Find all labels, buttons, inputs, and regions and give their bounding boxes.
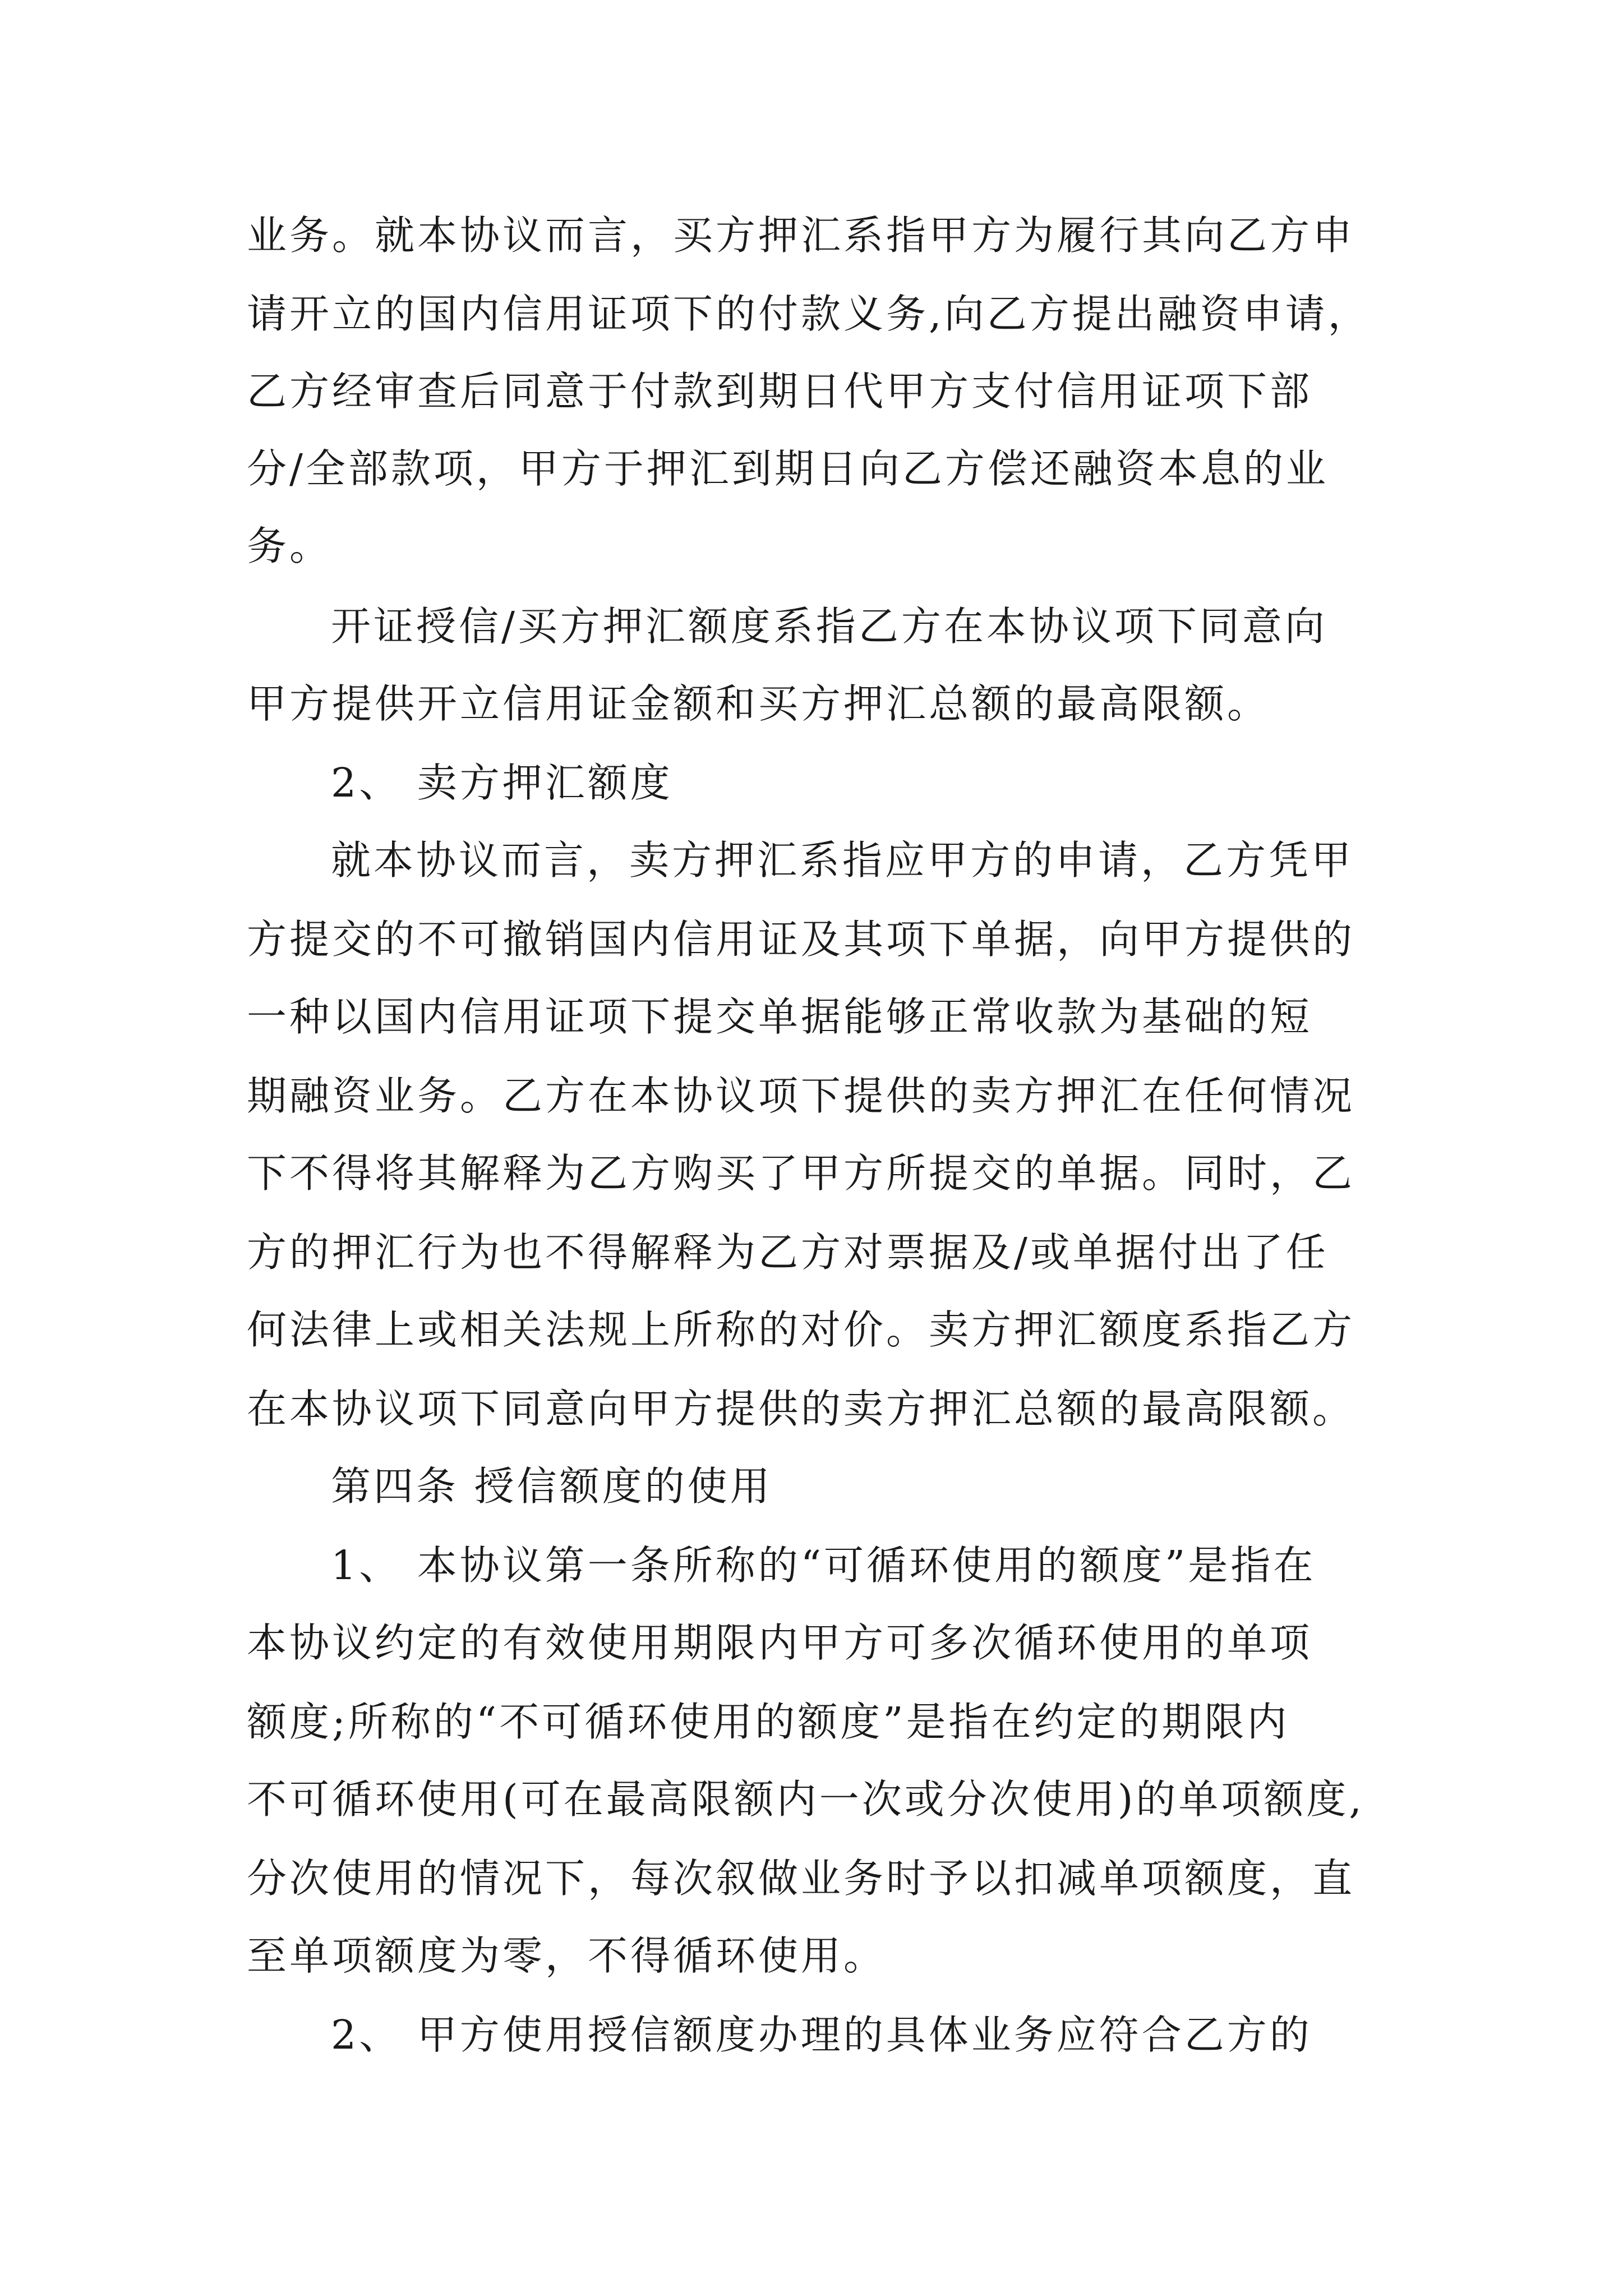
text-line: 就本协议而言，卖方押汇系指应甲方的申请，乙方凭甲: [331, 837, 1354, 884]
text-line: 方的押汇行为也不得解释为乙方对票据及/或单据付出了任: [247, 1229, 1329, 1276]
text-line: 在本协议项下同意向甲方提供的卖方押汇总额的最高限额。: [247, 1386, 1355, 1432]
text-line: 分次使用的情况下，每次叙做业务时予以扣减单项额度，直: [247, 1855, 1355, 1902]
text-line: 请开立的国内信用证项下的付款义务,向乙方提出融资申请，: [247, 291, 1371, 337]
text-line: 下不得将其解释为乙方购买了甲方所提交的单据。同时，乙: [247, 1150, 1355, 1197]
text-line: 本协议约定的有效使用期限内甲方可多次循环使用的单项: [247, 1619, 1313, 1666]
text-line: 业务。就本协议而言，买方押汇系指甲方为履行其向乙方申: [247, 212, 1355, 259]
text-line: 期融资业务。乙方在本协议项下提供的卖方押汇在任何情况: [247, 1073, 1355, 1119]
text-line: 分/全部款项，甲方于押汇到期日向乙方偿还融资本息的业: [247, 445, 1329, 492]
section-heading: 第四条 授信额度的使用: [331, 1463, 773, 1510]
text-line: 开证授信/买方押汇额度系指乙方在本协议项下同意向: [331, 603, 1327, 650]
text-line: 1、 本协议第一条所称的“可循环使用的额度”是指在: [331, 1542, 1316, 1589]
text-line: 至单项额度为零，不得循环使用。: [247, 1932, 887, 1979]
text-line: 方提交的不可撤销国内信用证及其项下单据，向甲方提供的: [247, 916, 1355, 963]
text-line: 甲方提供开立信用证金额和买方押汇总额的最高限额。: [247, 680, 1270, 727]
text-line: 2、 卖方押汇额度: [331, 760, 673, 806]
text-line: 一种以国内信用证项下提交单据能够正常收款为基础的短: [247, 993, 1313, 1040]
text-line: 务。: [247, 523, 333, 569]
text-line: 2、 甲方使用授信额度办理的具体业务应符合乙方的: [331, 2012, 1312, 2058]
text-line: 不可循环使用(可在最高限额内一次或分次使用)的单项额度,: [247, 1776, 1364, 1823]
text-line: 何法律上或相关法规上所称的对价。卖方押汇额度系指乙方: [247, 1306, 1355, 1353]
text-line: 乙方经审查后同意于付款到期日代甲方支付信用证项下部: [247, 368, 1313, 415]
text-line: 额度;所称的“不可循环使用的额度”是指在约定的期限内: [247, 1699, 1290, 1745]
